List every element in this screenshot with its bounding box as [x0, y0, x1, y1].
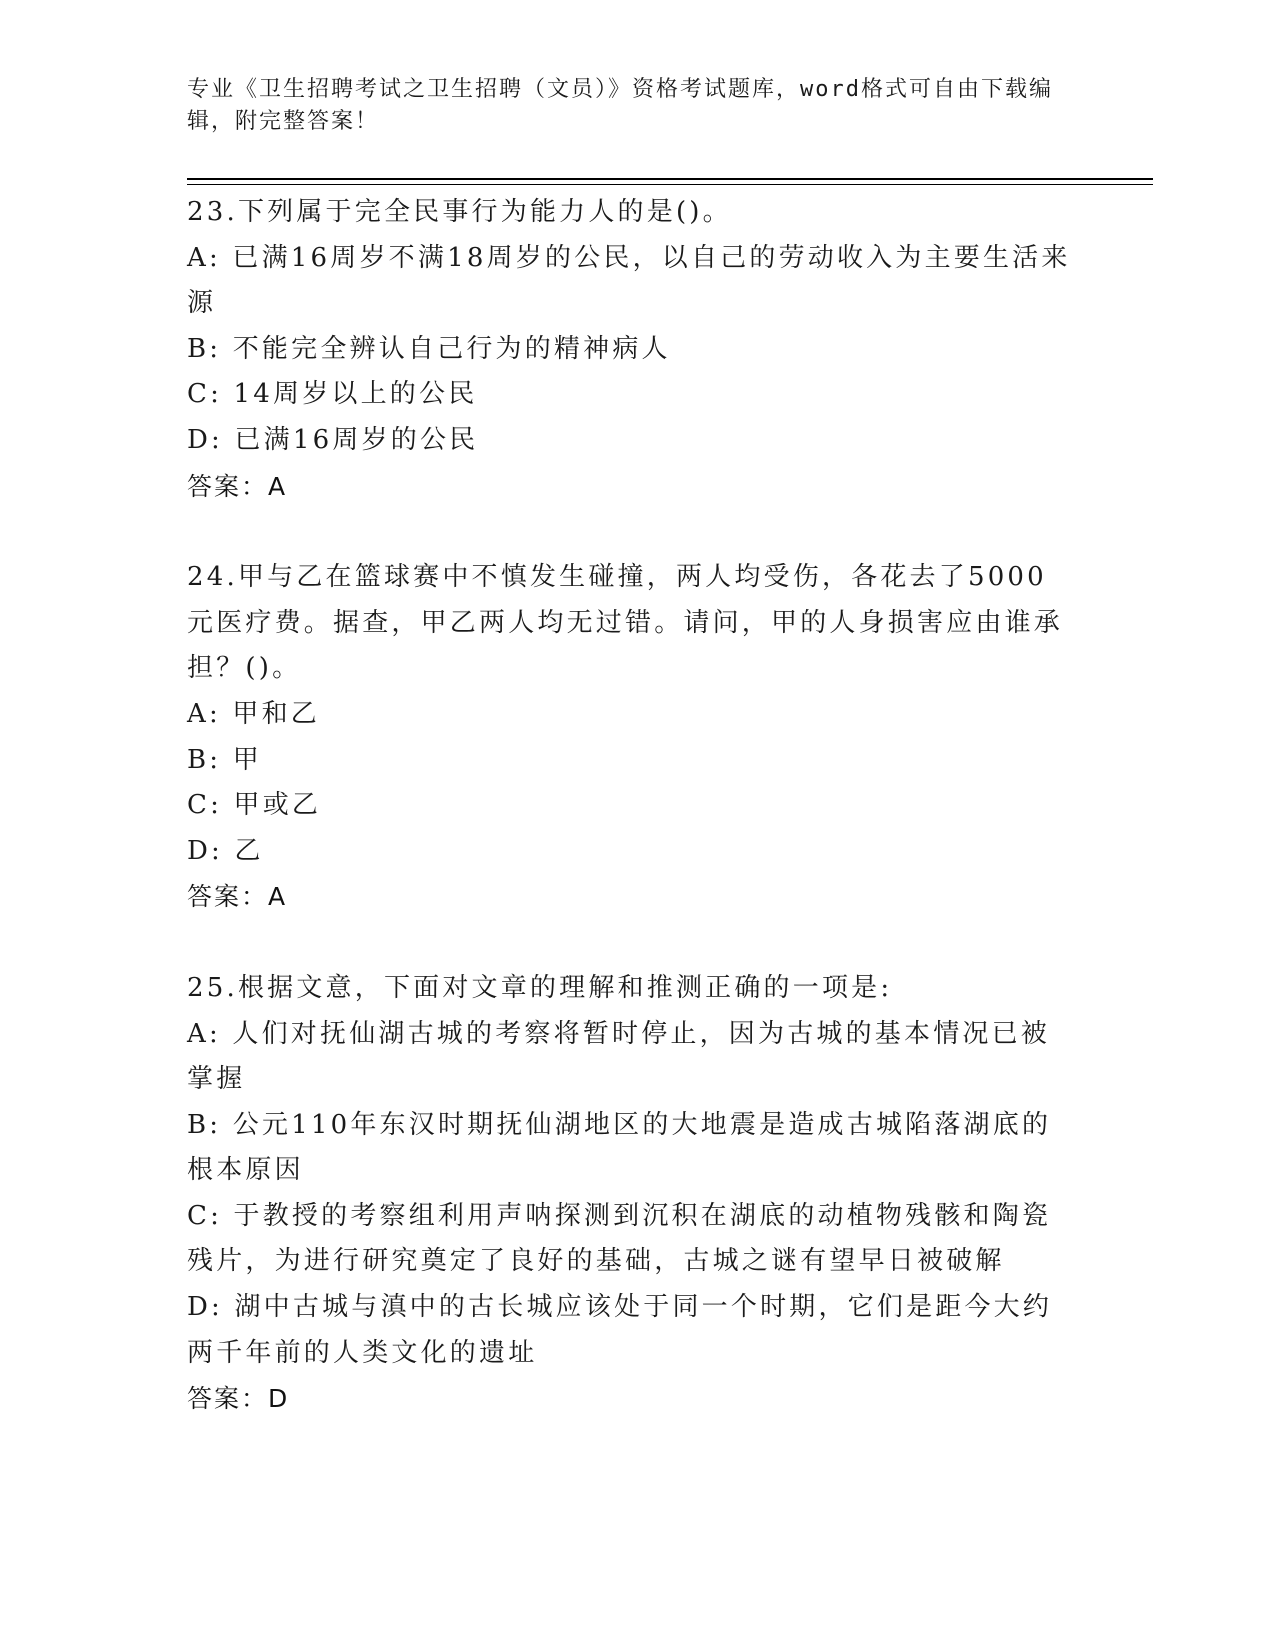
option-a: A: 甲和乙: [187, 698, 321, 729]
document-header: 专业《卫生招聘考试之卫生招聘（文员）》资格考试题库，word格式可自由下载编辑，附完整答案！: [187, 77, 1053, 134]
question-list: [187, 190, 1072, 1468]
option-b: B: 不能完全辨认自己行为的精神病人: [187, 333, 671, 364]
answer-label: 答案：A: [187, 882, 288, 912]
option-a: A: 人们对抚仙湖古城的考察将暂时停止，因为古城的基本情况已被掌握: [187, 1018, 1051, 1095]
answer-label: 答案：A: [187, 471, 288, 501]
header-rule-thin: [187, 184, 1153, 185]
question-24: [187, 555, 1072, 920]
question-stem: 24.甲与乙在篮球赛中不慎发生碰撞，两人均受伤，各花去了5000元医疗费。据查，甲乙两人均无过错。请问，甲的人身损害应由谁承担？()。: [187, 562, 1064, 684]
question-stem: 25.根据文意，下面对文章的理解和推测正确的一项是:: [187, 972, 893, 1003]
option-b: B: 公元110年东汉时期抚仙湖地区的大地震是造成古城陷落湖底的根本原因: [187, 1109, 1052, 1186]
question-25: [187, 966, 1072, 1422]
option-a: A: 已满16周岁不满18周岁的公民，以自己的劳动收入为主要生活来源: [187, 242, 1071, 319]
option-d: D: 湖中古城与滇中的古长城应该处于同一个时期，它们是距今大约两千年前的人类文化的遗址: [187, 1292, 1053, 1368]
option-d: D: 乙: [187, 835, 264, 866]
option-c: C: 甲或乙: [187, 790, 322, 821]
question-stem: 23.下列属于完全民事行为能力人的是()。: [187, 197, 732, 227]
option-c: C: 14周岁以上的公民: [187, 379, 478, 410]
option-c: C: 于教授的考察组利用声呐探测到沉积在湖底的动植物残骸和陶瓷残片，为进行研究奠定了良好的基础，古城之谜有望早日被破解: [187, 1200, 1052, 1277]
option-d: D: 已满16周岁的公民: [187, 424, 479, 455]
option-b: B: 甲: [187, 744, 262, 775]
answer-label: 答案：D: [187, 1384, 290, 1414]
question-23: [187, 190, 1072, 509]
header-rule-thick: [187, 178, 1153, 180]
